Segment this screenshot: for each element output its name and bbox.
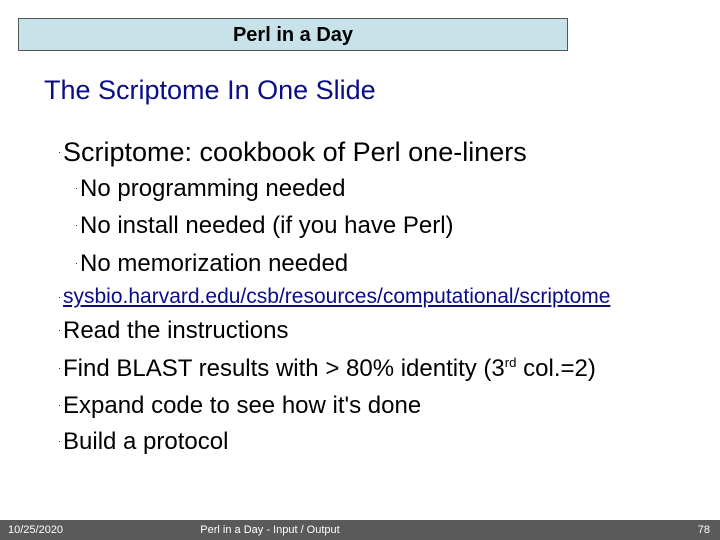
bullet-dot: · [75,182,78,193]
bullet-text: Scriptome: cookbook of Perl one-liners [63,137,527,167]
slide-header-bar [18,18,568,51]
bullet-text: No install needed (if you have Perl) [80,212,454,239]
bullet-dot: · [58,291,61,302]
bullet-build-protocol [58,428,228,456]
bullet-text: Read the instructions [63,317,289,344]
footer-date: 10/25/2020 [8,524,64,536]
bullet-dot: · [58,399,61,410]
bullet-dot: · [58,362,61,373]
bullet-text: Build a protocol [63,428,229,455]
superscript-rd: rd [504,355,517,370]
footer-title: Perl in a Day - Input / Output [200,524,340,536]
bullet-dot: · [58,146,61,157]
scriptome-url-link[interactable]: sysbio.harvard.edu/csb/resources/computational/scriptome [63,285,611,308]
bullet-scriptome [58,137,527,168]
slide-footer [0,520,720,540]
bullet-text: Expand code to see how it's done [63,392,422,419]
sub-bullet-memorization [75,250,348,278]
bullet-scriptome-link[interactable] [58,285,610,309]
bullet-expand-code [58,392,421,420]
slide-header-text: Perl in a Day [232,24,354,46]
bullet-dot: · [58,435,61,446]
bullet-text: No programming needed [80,175,346,202]
bullet-find-blast [58,355,596,383]
bullet-dot: · [75,257,78,268]
bullet-dot: · [58,324,61,335]
bullet-text-end: col.=2) [516,355,596,382]
bullet-text: No memorization needed [80,250,349,277]
slide-title: The Scriptome In One Slide [44,75,376,105]
sub-bullet-programming [75,175,346,203]
bullet-dot: · [75,219,78,230]
bullet-text: Find BLAST results with > 80% identity (3 [63,355,505,382]
sub-bullet-install [75,212,454,240]
bullet-read-instructions [58,317,288,345]
footer-page-number: 78 [697,524,710,536]
